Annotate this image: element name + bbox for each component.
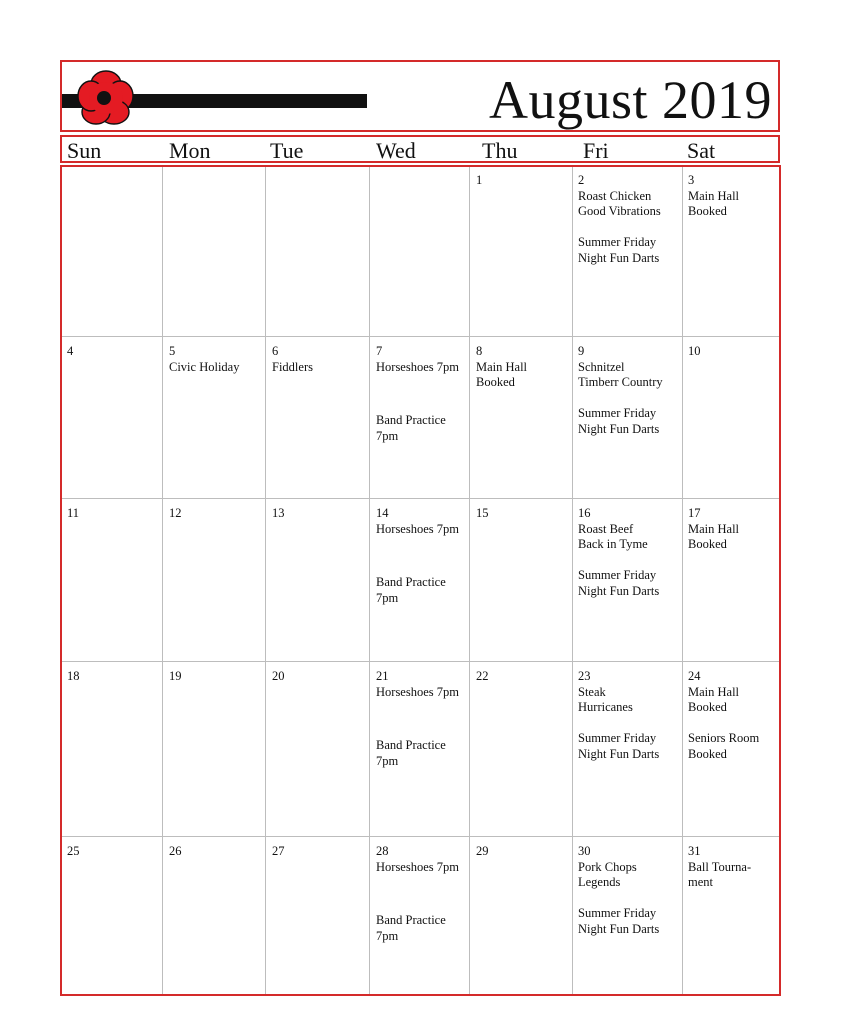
grid-column-divider xyxy=(162,167,163,994)
day-cell-5 xyxy=(169,344,239,375)
event-text: Steak xyxy=(578,684,606,699)
day-cell-17 xyxy=(688,506,739,553)
event-text: Back in Tyme xyxy=(578,537,648,551)
calendar-header xyxy=(60,60,780,132)
event-text: Summer Friday xyxy=(578,568,657,582)
event-text: Band Practice xyxy=(376,575,446,589)
day-cell-1 xyxy=(476,173,482,189)
event-text: Roast Chicken xyxy=(578,188,652,203)
day-cell-12 xyxy=(169,506,182,522)
event-text: Booked xyxy=(688,746,727,761)
event-text: Night Fun Darts xyxy=(578,746,660,761)
day-cell-11 xyxy=(67,506,79,522)
day-number: 24 xyxy=(688,669,701,683)
grid-row-divider xyxy=(62,836,779,837)
day-number: 30 xyxy=(578,844,591,858)
event-text: Main Hall xyxy=(476,359,528,374)
event-text: Summer Friday xyxy=(578,235,657,249)
grid-column-divider xyxy=(369,167,370,994)
event-text: Band Practice xyxy=(376,413,446,427)
event-text: Summer Friday xyxy=(578,406,657,420)
day-cell-25 xyxy=(67,844,80,860)
event-text: Band Practice xyxy=(376,738,446,752)
event-text: Main Hall xyxy=(688,684,740,699)
day-cell-7 xyxy=(376,344,459,444)
event-text: Seniors Room xyxy=(688,731,760,745)
day-number: 1 xyxy=(476,173,483,187)
event-text: Roast Beef xyxy=(578,521,634,536)
event-text: Summer Friday xyxy=(578,906,657,920)
grid-row-divider xyxy=(62,661,779,662)
event-text: Main Hall xyxy=(688,521,740,536)
day-number: 6 xyxy=(272,344,279,358)
event-text: Hurricanes xyxy=(578,700,633,714)
day-number: 18 xyxy=(67,669,80,683)
event-text: Main Hall xyxy=(688,188,740,203)
day-number: 3 xyxy=(688,173,695,187)
day-cell-22 xyxy=(476,669,489,685)
day-cell-27 xyxy=(272,844,285,860)
day-cell-14 xyxy=(376,506,459,606)
day-number: 27 xyxy=(272,844,285,858)
weekday-fri: Fri xyxy=(583,138,609,163)
event-text: Night Fun Darts xyxy=(578,250,660,265)
day-cell-9 xyxy=(578,344,663,437)
event-text: Night Fun Darts xyxy=(578,583,660,598)
day-cell-6 xyxy=(272,344,313,375)
day-number: 31 xyxy=(688,844,701,858)
day-cell-20 xyxy=(272,669,285,685)
grid-row-divider xyxy=(62,336,779,337)
day-cell-24 xyxy=(688,669,759,762)
event-text: Horseshoes 7pm xyxy=(376,359,459,374)
grid-column-divider xyxy=(572,167,573,994)
day-cell-31 xyxy=(688,844,751,891)
day-number: 12 xyxy=(169,506,182,520)
day-number: 16 xyxy=(578,506,591,520)
day-cell-23 xyxy=(578,669,659,762)
event-text: Pork Chops xyxy=(578,859,637,874)
event-text: Horseshoes 7pm xyxy=(376,859,459,874)
day-cell-15 xyxy=(476,506,489,522)
event-text: Horseshoes 7pm xyxy=(376,521,459,536)
day-number: 15 xyxy=(476,506,489,520)
day-cell-21 xyxy=(376,669,459,769)
day-cell-2 xyxy=(578,173,661,266)
calendar-title: August 2019 xyxy=(488,70,772,130)
day-number: 13 xyxy=(272,506,285,520)
event-text: Ball Tourna- xyxy=(688,859,752,874)
event-text: Horseshoes 7pm xyxy=(376,684,459,699)
day-number: 11 xyxy=(67,506,80,520)
event-text: Civic Holiday xyxy=(169,359,240,374)
day-number: 26 xyxy=(169,844,182,858)
weekday-sat: Sat xyxy=(687,138,716,163)
weekday-mon: Mon xyxy=(169,138,211,163)
day-number: 17 xyxy=(688,506,701,520)
day-cell-10 xyxy=(688,344,701,360)
day-cell-16 xyxy=(578,506,659,599)
event-text: Good Vibrations xyxy=(578,204,661,218)
day-cell-13 xyxy=(272,506,285,522)
weekday-header-row xyxy=(60,135,780,163)
event-text: Night Fun Darts xyxy=(578,421,660,436)
weekday-tue: Tue xyxy=(270,138,304,163)
event-text: 7pm xyxy=(376,428,399,443)
day-number: 2 xyxy=(578,173,585,187)
event-text: Booked xyxy=(688,537,727,551)
weekday-sun: Sun xyxy=(67,138,102,163)
day-cell-30 xyxy=(578,844,659,937)
day-number: 20 xyxy=(272,669,285,683)
day-number: 8 xyxy=(476,344,483,358)
event-text: Timberr Country xyxy=(578,375,663,389)
day-number: 4 xyxy=(67,344,74,358)
event-text: Booked xyxy=(688,204,727,218)
event-text: Booked xyxy=(688,700,727,714)
event-text: 7pm xyxy=(376,753,399,768)
day-cell-26 xyxy=(169,844,182,860)
event-text: Summer Friday xyxy=(578,731,657,745)
grid-row-divider xyxy=(62,498,779,499)
poppy-icon xyxy=(76,68,136,128)
event-text: Schnitzel xyxy=(578,359,625,374)
event-text: 7pm xyxy=(376,928,399,943)
event-text: 7pm xyxy=(376,590,399,605)
day-number: 22 xyxy=(476,669,489,683)
day-number: 10 xyxy=(688,344,701,358)
day-cell-3 xyxy=(688,173,739,220)
calendar-grid xyxy=(60,165,781,996)
event-text: ment xyxy=(688,875,713,889)
day-number: 19 xyxy=(169,669,182,683)
weekday-wed: Wed xyxy=(376,138,416,163)
event-text: Band Practice xyxy=(376,913,446,927)
day-cell-28 xyxy=(376,844,459,944)
day-number: 7 xyxy=(376,344,383,358)
grid-column-divider xyxy=(682,167,683,994)
day-number: 21 xyxy=(376,669,389,683)
event-text: Fiddlers xyxy=(272,359,313,374)
grid-column-divider xyxy=(265,167,266,994)
event-text: Night Fun Darts xyxy=(578,921,660,936)
day-number: 23 xyxy=(578,669,591,683)
event-text: Booked xyxy=(476,375,515,389)
day-cell-19 xyxy=(169,669,182,685)
day-number: 9 xyxy=(578,344,585,358)
day-number: 29 xyxy=(476,844,489,858)
day-number: 5 xyxy=(169,344,176,358)
weekday-thu: Thu xyxy=(482,138,518,163)
day-number: 28 xyxy=(376,844,389,858)
day-cell-4 xyxy=(67,344,73,360)
event-text: Legends xyxy=(578,875,621,889)
day-number: 25 xyxy=(67,844,80,858)
day-cell-29 xyxy=(476,844,489,860)
day-cell-8 xyxy=(476,344,527,391)
day-number: 14 xyxy=(376,506,389,520)
day-cell-18 xyxy=(67,669,80,685)
grid-column-divider xyxy=(469,167,470,994)
